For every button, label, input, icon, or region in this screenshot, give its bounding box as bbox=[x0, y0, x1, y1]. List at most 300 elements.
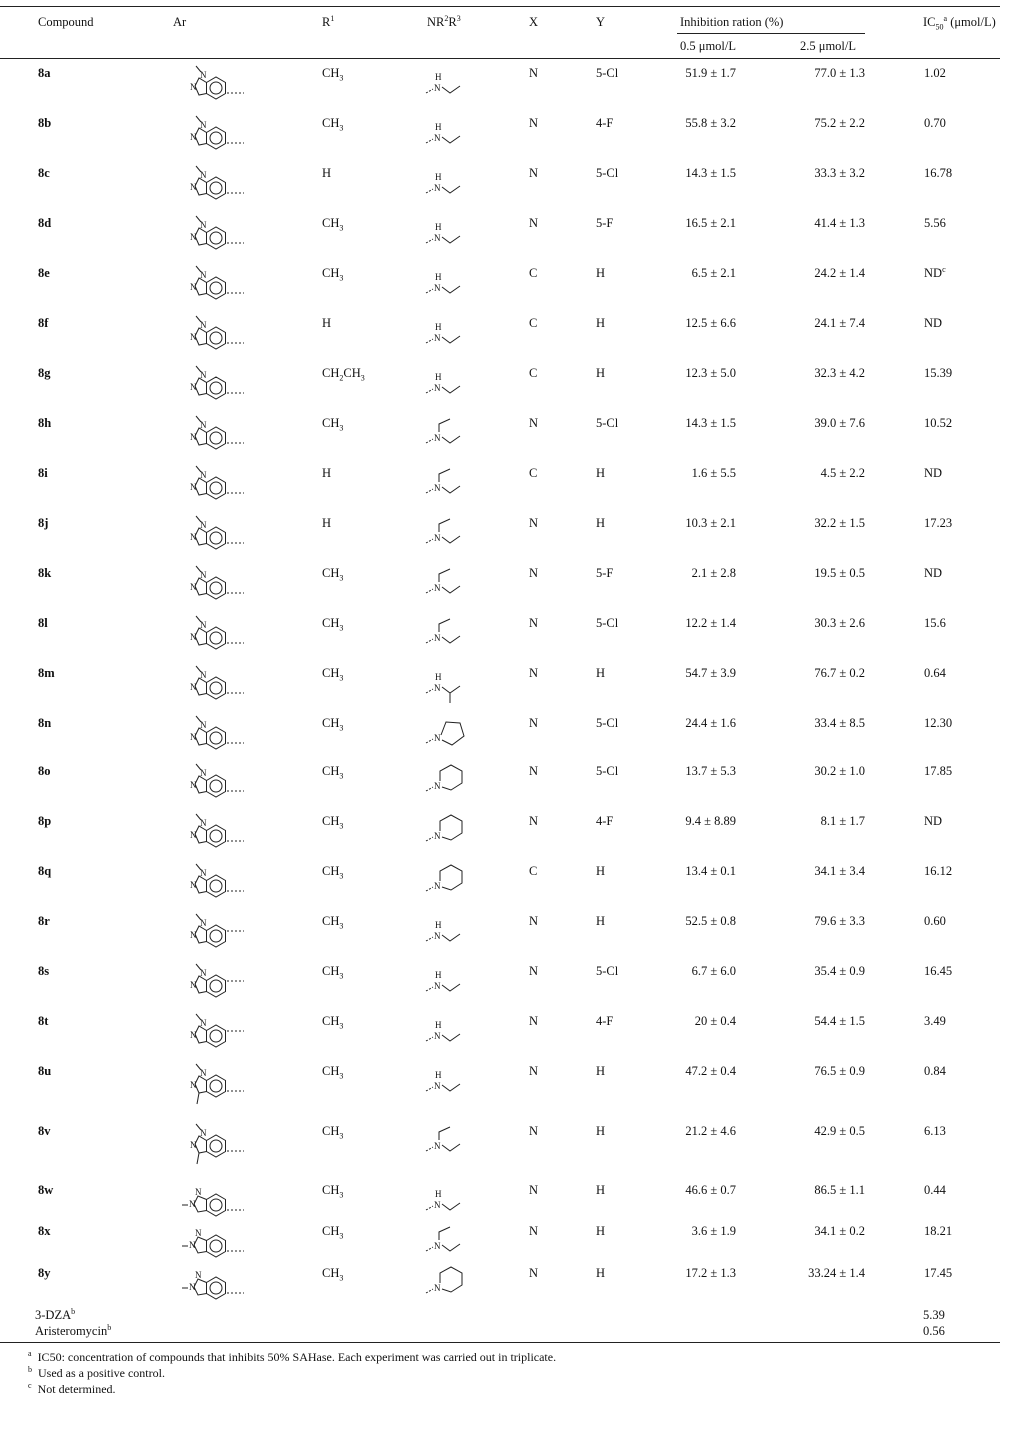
y-cell: 5-Cl bbox=[596, 764, 619, 778]
header-ic50: $IC_{50}^a$ (μmol/L) bbox=[923, 13, 996, 32]
compound-cell: 8n bbox=[38, 716, 52, 730]
inhibition-05-cell: 46.6 ± 0.7 bbox=[685, 1183, 736, 1197]
x-cell: N bbox=[529, 566, 539, 580]
svg-text:N: N bbox=[434, 83, 441, 93]
svg-text:N: N bbox=[200, 120, 207, 130]
r1-cell: $CH_2CH_3$ bbox=[322, 366, 365, 383]
svg-text:H: H bbox=[435, 372, 442, 382]
svg-text:N: N bbox=[200, 170, 207, 180]
inhibition-05-cell: 6.7 ± 6.0 bbox=[691, 964, 736, 978]
svg-text:N: N bbox=[195, 1228, 202, 1238]
svg-text:N: N bbox=[189, 1199, 196, 1209]
y-cell: 4-F bbox=[596, 116, 614, 130]
nr2r3-structure-drawing bbox=[424, 1186, 468, 1222]
ar-structure-drawing bbox=[182, 116, 246, 160]
inhibition-25-cell: 24.2 ± 1.4 bbox=[814, 266, 865, 280]
inhibition-05-cell: 17.2 ± 1.3 bbox=[685, 1266, 736, 1280]
ic50-cell: 16.78 bbox=[924, 166, 953, 180]
svg-text:N: N bbox=[200, 1068, 207, 1078]
header-r1: $R^1$ bbox=[322, 13, 335, 29]
x-cell: C bbox=[529, 466, 538, 480]
svg-text:N: N bbox=[434, 233, 441, 243]
svg-text:N: N bbox=[200, 420, 207, 430]
y-cell: H bbox=[596, 1266, 606, 1280]
nr2r3-structure-drawing bbox=[424, 319, 468, 355]
ar-structure-drawing bbox=[182, 716, 246, 760]
y-cell: H bbox=[596, 516, 606, 530]
nr2r3-structure-drawing bbox=[424, 1067, 468, 1103]
inhibition-05-cell: 1.6 ± 5.5 bbox=[691, 466, 736, 480]
ar-structure-drawing bbox=[182, 1183, 246, 1227]
inhibition-05-cell: 6.5 ± 2.1 bbox=[691, 266, 736, 280]
x-cell: N bbox=[529, 1266, 539, 1280]
nr2r3-structure-drawing bbox=[424, 817, 468, 853]
ic50-cell: 17.23 bbox=[924, 516, 953, 530]
inhibition-05-cell: 14.3 ± 1.5 bbox=[685, 416, 736, 430]
y-cell: 5-Cl bbox=[596, 66, 619, 80]
inhibition-25-cell: 30.2 ± 1.0 bbox=[814, 764, 865, 778]
svg-text:N: N bbox=[200, 868, 207, 878]
inhibition-rule bbox=[677, 33, 865, 34]
ar-structure-drawing bbox=[182, 814, 246, 858]
svg-text:N: N bbox=[200, 720, 207, 730]
r1-cell: $CH_3$ bbox=[322, 666, 344, 683]
ic50-cell: 16.45 bbox=[924, 964, 953, 978]
x-cell: N bbox=[529, 616, 539, 630]
header-ar: Ar bbox=[173, 15, 187, 29]
inhibition-05-cell: 14.3 ± 1.5 bbox=[685, 166, 736, 180]
ar-structure-drawing bbox=[182, 1224, 246, 1268]
svg-text:N: N bbox=[190, 930, 197, 940]
inhibition-25-cell: 42.9 ± 0.5 bbox=[814, 1124, 865, 1138]
inhibition-25-cell: 75.2 ± 2.2 bbox=[814, 116, 865, 130]
svg-text:N: N bbox=[190, 780, 197, 790]
svg-text:N: N bbox=[200, 1128, 207, 1138]
ar-structure-drawing bbox=[182, 316, 246, 360]
x-cell: N bbox=[529, 914, 539, 928]
nr2r3-structure-drawing bbox=[424, 469, 468, 505]
ar-structure-drawing bbox=[182, 466, 246, 510]
svg-text:N: N bbox=[434, 1141, 441, 1151]
header-nr2r3: $NR^2R^3$ bbox=[427, 13, 461, 29]
ic50-cell: 0.70 bbox=[924, 116, 946, 130]
svg-text:N: N bbox=[434, 831, 441, 841]
compound-cell: 8p bbox=[38, 814, 52, 828]
svg-text:N: N bbox=[190, 980, 197, 990]
inhibition-05-cell: 13.4 ± 0.1 bbox=[685, 864, 736, 878]
nr2r3-structure-drawing bbox=[424, 967, 468, 1003]
r1-cell: $CH_3$ bbox=[322, 864, 344, 881]
svg-text:N: N bbox=[434, 1241, 441, 1251]
nr2r3-structure-drawing bbox=[424, 419, 468, 455]
compound-cell: 8a bbox=[38, 66, 51, 80]
footnote-b: $^b$ Used as a positive control. bbox=[28, 1365, 165, 1380]
r1-cell: $CH_3$ bbox=[322, 1224, 344, 1241]
svg-text:H: H bbox=[435, 1189, 442, 1199]
svg-text:N: N bbox=[434, 781, 441, 791]
svg-text:N: N bbox=[434, 283, 441, 293]
y-cell: H bbox=[596, 1064, 606, 1078]
inhibition-25-cell: 34.1 ± 3.4 bbox=[814, 864, 865, 878]
compound-cell: 8u bbox=[38, 1064, 52, 1078]
ic50-cell: 15.6 bbox=[924, 616, 946, 630]
r1-cell: $CH_3$ bbox=[322, 764, 344, 781]
svg-text:H: H bbox=[435, 72, 442, 82]
x-cell: N bbox=[529, 666, 539, 680]
svg-text:N: N bbox=[200, 270, 207, 280]
compound-cell: 8g bbox=[38, 366, 51, 380]
svg-text:N: N bbox=[434, 633, 441, 643]
compound-cell: 8k bbox=[38, 566, 52, 580]
y-cell: H bbox=[596, 666, 606, 680]
ic50-cell: 0.64 bbox=[924, 666, 946, 680]
r1-cell: H bbox=[322, 316, 332, 330]
inhibition-05-cell: 2.1 ± 2.8 bbox=[691, 566, 736, 580]
svg-text:N: N bbox=[434, 533, 441, 543]
compound-cell: 8b bbox=[38, 116, 52, 130]
svg-text:N: N bbox=[190, 682, 197, 692]
compound-cell: 8e bbox=[38, 266, 50, 280]
svg-text:H: H bbox=[435, 122, 442, 132]
svg-text:N: N bbox=[190, 282, 197, 292]
inhibition-25-cell: 76.7 ± 0.2 bbox=[814, 666, 865, 680]
y-cell: H bbox=[596, 366, 606, 380]
ic50-cell: 5.56 bbox=[924, 216, 946, 230]
x-cell: N bbox=[529, 814, 539, 828]
ic50-cell: 17.85 bbox=[924, 764, 953, 778]
x-cell: N bbox=[529, 1124, 539, 1138]
compound-cell: 8l bbox=[38, 616, 48, 630]
ic50-cell: 0.44 bbox=[924, 1183, 946, 1197]
svg-text:N: N bbox=[200, 570, 207, 580]
inhibition-05-cell: 12.2 ± 1.4 bbox=[685, 616, 736, 630]
ic50-cell: 0.60 bbox=[924, 914, 946, 928]
footnote-a: $^a$ IC50: concentration of compounds that inhibits 50% SAHase. Each experiment was carried out in triplicate. bbox=[28, 1349, 557, 1364]
y-cell: H bbox=[596, 1124, 606, 1138]
inhibition-25-cell: 19.5 ± 0.5 bbox=[814, 566, 865, 580]
nr2r3-structure-drawing bbox=[424, 1017, 468, 1053]
svg-text:H: H bbox=[435, 322, 442, 332]
r1-cell: H bbox=[322, 466, 332, 480]
ar-structure-drawing bbox=[182, 66, 246, 110]
y-cell: H bbox=[596, 1183, 606, 1197]
nr2r3-structure-drawing bbox=[424, 669, 468, 705]
ic50-cell: ND bbox=[924, 566, 943, 580]
control-ic50: 5.39 bbox=[923, 1308, 945, 1322]
svg-text:N: N bbox=[200, 670, 207, 680]
svg-text:N: N bbox=[434, 583, 441, 593]
x-cell: C bbox=[529, 864, 538, 878]
svg-text:N: N bbox=[190, 182, 197, 192]
svg-text:N: N bbox=[195, 1270, 202, 1280]
svg-text:N: N bbox=[434, 683, 441, 693]
x-cell: N bbox=[529, 964, 539, 978]
r1-cell: $CH_3$ bbox=[322, 814, 344, 831]
compound-cell: 8f bbox=[38, 316, 49, 330]
ic50-cell: ND bbox=[924, 466, 943, 480]
inhibition-05-cell: 51.9 ± 1.7 bbox=[685, 66, 736, 80]
nr2r3-structure-drawing bbox=[424, 169, 468, 205]
inhibition-05-cell: 47.2 ± 0.4 bbox=[685, 1064, 736, 1078]
bottom-rule bbox=[0, 1342, 1000, 1343]
compound-cell: 8x bbox=[38, 1224, 51, 1238]
ar-structure-drawing bbox=[182, 1064, 246, 1108]
compound-cell: 8j bbox=[38, 516, 49, 530]
y-cell: 5-Cl bbox=[596, 616, 619, 630]
header-conc-25: 2.5 μmol/L bbox=[800, 39, 857, 53]
x-cell: C bbox=[529, 366, 538, 380]
svg-text:N: N bbox=[200, 370, 207, 380]
compound-cell: 8q bbox=[38, 864, 52, 878]
svg-text:N: N bbox=[190, 232, 197, 242]
nr2r3-structure-drawing bbox=[424, 917, 468, 953]
svg-text:N: N bbox=[434, 433, 441, 443]
svg-text:N: N bbox=[200, 918, 207, 928]
x-cell: C bbox=[529, 316, 538, 330]
ic50-cell: 3.49 bbox=[924, 1014, 946, 1028]
inhibition-25-cell: 30.3 ± 2.6 bbox=[814, 616, 865, 630]
r1-cell: $CH_3$ bbox=[322, 964, 344, 981]
r1-cell: H bbox=[322, 166, 332, 180]
inhibition-25-cell: 79.6 ± 3.3 bbox=[814, 914, 865, 928]
x-cell: N bbox=[529, 716, 539, 730]
svg-text:N: N bbox=[190, 632, 197, 642]
ic50-cell: $ND^c$ bbox=[924, 264, 946, 280]
y-cell: 5-F bbox=[596, 216, 614, 230]
inhibition-05-cell: 3.6 ± 1.9 bbox=[691, 1224, 736, 1238]
svg-text:H: H bbox=[435, 222, 442, 232]
svg-text:N: N bbox=[190, 382, 197, 392]
ar-structure-drawing bbox=[182, 166, 246, 210]
compound-cell: 8c bbox=[38, 166, 50, 180]
nr2r3-structure-drawing bbox=[424, 269, 468, 305]
inhibition-05-cell: 10.3 ± 2.1 bbox=[685, 516, 736, 530]
top-rule bbox=[0, 6, 1000, 7]
ar-structure-drawing bbox=[182, 416, 246, 460]
compound-cell: 8v bbox=[38, 1124, 51, 1138]
svg-text:N: N bbox=[434, 483, 441, 493]
inhibition-05-cell: 54.7 ± 3.9 bbox=[685, 666, 736, 680]
compound-cell: 8w bbox=[38, 1183, 54, 1197]
svg-text:N: N bbox=[190, 732, 197, 742]
inhibition-05-cell: 55.8 ± 3.2 bbox=[685, 116, 736, 130]
r1-cell: $CH_3$ bbox=[322, 1014, 344, 1031]
svg-text:N: N bbox=[200, 818, 207, 828]
y-cell: 5-Cl bbox=[596, 964, 619, 978]
inhibition-05-cell: 12.5 ± 6.6 bbox=[685, 316, 736, 330]
compound-cell: 8t bbox=[38, 1014, 49, 1028]
inhibition-25-cell: 41.4 ± 1.3 bbox=[814, 216, 865, 230]
svg-text:N: N bbox=[434, 383, 441, 393]
ic50-cell: 6.13 bbox=[924, 1124, 946, 1138]
ar-structure-drawing bbox=[182, 566, 246, 610]
x-cell: N bbox=[529, 166, 539, 180]
inhibition-25-cell: 35.4 ± 0.9 bbox=[814, 964, 865, 978]
x-cell: N bbox=[529, 1014, 539, 1028]
x-cell: N bbox=[529, 216, 539, 230]
svg-text:N: N bbox=[200, 968, 207, 978]
inhibition-05-cell: 20 ± 0.4 bbox=[694, 1014, 736, 1028]
compound-cell: 8h bbox=[38, 416, 52, 430]
x-cell: N bbox=[529, 1183, 539, 1197]
ic50-cell: 10.52 bbox=[924, 416, 953, 430]
r1-cell: $CH_3$ bbox=[322, 416, 344, 433]
ic50-cell: 15.39 bbox=[924, 366, 953, 380]
y-cell: 5-Cl bbox=[596, 166, 619, 180]
header-inhibition: Inhibition ration (%) bbox=[680, 15, 784, 29]
r1-cell: $CH_3$ bbox=[322, 1266, 344, 1283]
svg-text:N: N bbox=[190, 880, 197, 890]
y-cell: 4-F bbox=[596, 814, 614, 828]
nr2r3-structure-drawing bbox=[424, 719, 468, 755]
compound-cell: 8i bbox=[38, 466, 48, 480]
ar-structure-drawing bbox=[182, 964, 246, 1008]
inhibition-25-cell: 32.2 ± 1.5 bbox=[814, 516, 865, 530]
svg-text:H: H bbox=[435, 1020, 442, 1030]
ar-structure-drawing bbox=[182, 764, 246, 808]
r1-cell: $CH_3$ bbox=[322, 116, 344, 133]
r1-cell: $CH_3$ bbox=[322, 1183, 344, 1200]
header-rule bbox=[0, 58, 1000, 59]
svg-text:H: H bbox=[435, 272, 442, 282]
inhibition-25-cell: 24.1 ± 7.4 bbox=[814, 316, 865, 330]
inhibition-25-cell: 32.3 ± 4.2 bbox=[814, 366, 865, 380]
svg-text:N: N bbox=[200, 220, 207, 230]
svg-text:N: N bbox=[434, 133, 441, 143]
inhibition-25-cell: 76.5 ± 0.9 bbox=[814, 1064, 865, 1078]
header-x: X bbox=[529, 15, 539, 29]
nr2r3-structure-drawing bbox=[424, 119, 468, 155]
ar-structure-drawing bbox=[182, 864, 246, 908]
ar-structure-drawing bbox=[182, 1014, 246, 1058]
svg-text:N: N bbox=[190, 1080, 197, 1090]
svg-text:N: N bbox=[190, 532, 197, 542]
svg-text:N: N bbox=[195, 1187, 202, 1197]
nr2r3-structure-drawing bbox=[424, 519, 468, 555]
inhibition-05-cell: 13.7 ± 5.3 bbox=[685, 764, 736, 778]
svg-text:H: H bbox=[435, 672, 442, 682]
nr2r3-structure-drawing bbox=[424, 867, 468, 903]
r1-cell: $CH_3$ bbox=[322, 1124, 344, 1141]
x-cell: N bbox=[529, 416, 539, 430]
inhibition-25-cell: 4.5 ± 2.2 bbox=[820, 466, 865, 480]
y-cell: H bbox=[596, 266, 606, 280]
ar-structure-drawing bbox=[182, 1124, 246, 1168]
nr2r3-structure-drawing bbox=[424, 767, 468, 803]
svg-text:N: N bbox=[190, 132, 197, 142]
nr2r3-structure-drawing bbox=[424, 69, 468, 105]
ic50-cell: 12.30 bbox=[924, 716, 953, 730]
compound-cell: 8m bbox=[38, 666, 55, 680]
svg-text:N: N bbox=[190, 1030, 197, 1040]
y-cell: 4-F bbox=[596, 1014, 614, 1028]
svg-text:H: H bbox=[435, 920, 442, 930]
svg-text:N: N bbox=[434, 333, 441, 343]
x-cell: N bbox=[529, 116, 539, 130]
ic50-cell: 18.21 bbox=[924, 1224, 953, 1238]
svg-text:N: N bbox=[200, 70, 207, 80]
ar-structure-drawing bbox=[182, 914, 246, 958]
footnote-c: $^c$ Not determined. bbox=[28, 1381, 116, 1396]
svg-text:N: N bbox=[190, 830, 197, 840]
ic50-cell: 16.12 bbox=[924, 864, 953, 878]
svg-text:N: N bbox=[434, 183, 441, 193]
r1-cell: $CH_3$ bbox=[322, 1064, 344, 1081]
inhibition-25-cell: 77.0 ± 1.3 bbox=[814, 66, 865, 80]
ic50-cell: ND bbox=[924, 814, 943, 828]
svg-text:N: N bbox=[434, 1031, 441, 1041]
ar-structure-drawing bbox=[182, 266, 246, 310]
x-cell: N bbox=[529, 764, 539, 778]
r1-cell: $CH_3$ bbox=[322, 716, 344, 733]
svg-text:N: N bbox=[434, 1283, 441, 1293]
nr2r3-structure-drawing bbox=[424, 1269, 468, 1305]
ar-structure-drawing bbox=[182, 216, 246, 260]
r1-cell: $CH_3$ bbox=[322, 266, 344, 283]
inhibition-25-cell: 86.5 ± 1.1 bbox=[814, 1183, 865, 1197]
ar-structure-drawing bbox=[182, 516, 246, 560]
svg-text:N: N bbox=[190, 1140, 197, 1150]
compound-cell: 8y bbox=[38, 1266, 51, 1280]
svg-text:H: H bbox=[435, 172, 442, 182]
svg-text:N: N bbox=[200, 520, 207, 530]
nr2r3-structure-drawing bbox=[424, 569, 468, 605]
ar-structure-drawing bbox=[182, 666, 246, 710]
svg-text:N: N bbox=[200, 620, 207, 630]
svg-text:N: N bbox=[190, 582, 197, 592]
x-cell: N bbox=[529, 1064, 539, 1078]
inhibition-05-cell: 9.4 ± 8.89 bbox=[685, 814, 736, 828]
svg-text:N: N bbox=[434, 931, 441, 941]
header-y: Y bbox=[596, 15, 606, 29]
y-cell: H bbox=[596, 466, 606, 480]
compound-cell: 8o bbox=[38, 764, 51, 778]
y-cell: H bbox=[596, 316, 606, 330]
svg-text:N: N bbox=[190, 432, 197, 442]
nr2r3-structure-drawing bbox=[424, 1227, 468, 1263]
inhibition-25-cell: 8.1 ± 1.7 bbox=[820, 814, 865, 828]
ic50-cell: 1.02 bbox=[924, 66, 946, 80]
nr2r3-structure-drawing bbox=[424, 219, 468, 255]
ar-structure-drawing bbox=[182, 616, 246, 660]
nr2r3-structure-drawing bbox=[424, 619, 468, 655]
svg-text:N: N bbox=[189, 1282, 196, 1292]
ar-structure-drawing bbox=[182, 1266, 246, 1310]
control-name: Aristeromycin$^b$ bbox=[35, 1322, 112, 1338]
inhibition-25-cell: 34.1 ± 0.2 bbox=[814, 1224, 865, 1238]
svg-text:N: N bbox=[190, 82, 197, 92]
y-cell: 5-Cl bbox=[596, 416, 619, 430]
header-conc-05: 0.5 μmol/L bbox=[680, 39, 737, 53]
svg-text:N: N bbox=[434, 733, 441, 743]
ic50-cell: ND bbox=[924, 316, 943, 330]
svg-text:N: N bbox=[200, 320, 207, 330]
svg-text:N: N bbox=[434, 1200, 441, 1210]
svg-text:N: N bbox=[434, 1081, 441, 1091]
r1-cell: $CH_3$ bbox=[322, 616, 344, 633]
r1-cell: $CH_3$ bbox=[322, 216, 344, 233]
y-cell: H bbox=[596, 864, 606, 878]
r1-cell: $CH_3$ bbox=[322, 566, 344, 583]
ic50-cell: 0.84 bbox=[924, 1064, 946, 1078]
svg-text:N: N bbox=[190, 332, 197, 342]
svg-text:N: N bbox=[434, 881, 441, 891]
r1-cell: $CH_3$ bbox=[322, 66, 344, 83]
svg-text:N: N bbox=[200, 470, 207, 480]
inhibition-05-cell: 16.5 ± 2.1 bbox=[685, 216, 736, 230]
x-cell: N bbox=[529, 66, 539, 80]
inhibition-05-cell: 21.2 ± 4.6 bbox=[685, 1124, 736, 1138]
